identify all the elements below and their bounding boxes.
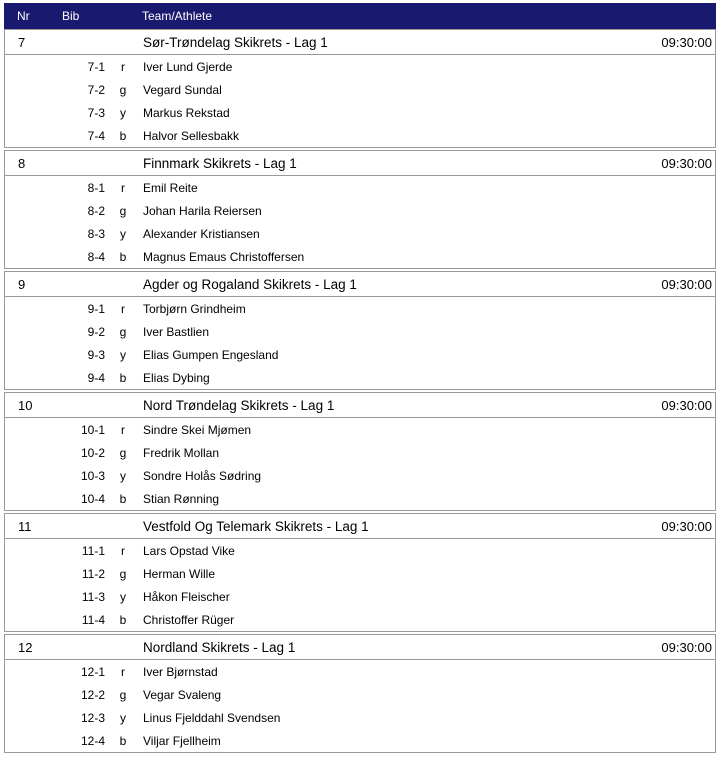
leg-color-code: g [119, 566, 127, 581]
athlete-row [5, 464, 715, 487]
athlete-bib: 7-2 [87, 82, 105, 97]
athlete-bib: 8-4 [87, 249, 105, 264]
table-header [4, 3, 716, 29]
athlete-name: Viljar Fjellheim [143, 733, 221, 748]
athlete-bib: 10-2 [80, 445, 105, 460]
athlete-bib: 10-4 [80, 491, 105, 506]
leg-color-code: g [119, 324, 127, 339]
athlete-bib: 10-1 [80, 422, 105, 437]
athlete-name: Torbjørn Grindheim [143, 301, 246, 316]
start-time: 09:30:00 [661, 34, 712, 50]
athlete-bib: 8-2 [87, 203, 105, 218]
athlete-row [5, 729, 715, 752]
start-time: 09:30:00 [661, 397, 712, 413]
athlete-row [5, 55, 715, 78]
athlete-name: Sindre Skei Mjømen [143, 422, 252, 437]
start-list-table [4, 3, 716, 753]
athlete-row [5, 441, 715, 464]
leg-color-code: b [119, 370, 127, 385]
athlete-bib: 12-2 [80, 687, 105, 702]
athlete-name: Iver Lund Gjerde [143, 59, 233, 74]
team-name: Agder og Rogaland Skikrets - Lag 1 [143, 276, 357, 292]
team-sections [4, 29, 716, 753]
team-section [4, 634, 716, 753]
athlete-name: Halvor Sellesbakk [143, 128, 240, 143]
leg-color-code: g [119, 445, 127, 460]
leg-color-code: y [120, 347, 126, 362]
team-row [5, 635, 715, 660]
athlete-name: Sondre Holås Sødring [143, 468, 262, 483]
leg-color-code: y [120, 226, 126, 241]
start-time: 09:30:00 [661, 276, 712, 292]
athlete-bib: 7-1 [87, 59, 105, 74]
team-number: 9 [18, 276, 26, 292]
team-row [5, 514, 715, 539]
athlete-bib: 9-3 [87, 347, 105, 362]
athlete-bib: 9-2 [87, 324, 105, 339]
athlete-name: Emil Reite [143, 180, 198, 195]
column-header-team-athlete: Team/Athlete [142, 9, 213, 23]
athlete-bib: 9-4 [87, 370, 105, 385]
start-time: 09:30:00 [661, 639, 712, 655]
team-section [4, 513, 716, 632]
athlete-row [5, 487, 715, 510]
athlete-bib: 9-1 [87, 301, 105, 316]
athlete-bib: 12-4 [80, 733, 105, 748]
team-name: Finnmark Skikrets - Lag 1 [143, 155, 297, 171]
athlete-bib: 7-4 [87, 128, 105, 143]
team-number: 7 [18, 34, 26, 50]
athlete-row [5, 539, 715, 562]
athlete-name: Elias Gumpen Engesland [143, 347, 279, 362]
leg-color-code: b [119, 612, 127, 627]
athlete-name: Linus Fjelddahl Svendsen [143, 710, 281, 725]
leg-color-code: r [121, 180, 125, 195]
athlete-bib: 11-3 [81, 589, 105, 604]
team-number: 11 [18, 518, 32, 534]
leg-color-code: r [121, 543, 125, 558]
athlete-row [5, 320, 715, 343]
athlete-bib: 11-2 [81, 566, 105, 581]
athlete-name: Markus Rekstad [143, 105, 230, 120]
team-name: Vestfold Og Telemark Skikrets - Lag 1 [143, 518, 369, 534]
athlete-list [5, 418, 715, 510]
athlete-bib: 11-4 [81, 612, 105, 627]
leg-color-code: y [120, 589, 126, 604]
athlete-name: Fredrik Mollan [143, 445, 220, 460]
leg-color-code: g [119, 203, 127, 218]
leg-color-code: y [120, 468, 126, 483]
athlete-name: Vegar Svaleng [143, 687, 222, 702]
athlete-list [5, 539, 715, 631]
leg-color-code: y [120, 710, 126, 725]
athlete-list [5, 660, 715, 752]
leg-color-code: r [121, 59, 125, 74]
team-number: 10 [18, 397, 33, 413]
column-header-nr: Nr [17, 9, 30, 23]
athlete-bib: 8-1 [87, 180, 105, 195]
athlete-row [5, 343, 715, 366]
athlete-row [5, 366, 715, 389]
team-name: Nordland Skikrets - Lag 1 [143, 639, 296, 655]
athlete-row [5, 297, 715, 320]
athlete-name: Magnus Emaus Christoffersen [143, 249, 305, 264]
team-row [5, 30, 715, 55]
team-number: 8 [18, 155, 26, 171]
leg-color-code: g [119, 687, 127, 702]
athlete-bib: 10-3 [80, 468, 105, 483]
start-time: 09:30:00 [661, 518, 712, 534]
leg-color-code: b [119, 128, 127, 143]
leg-color-code: r [121, 422, 125, 437]
team-section [4, 392, 716, 511]
athlete-row [5, 222, 715, 245]
athlete-name: Iver Bastlien [143, 324, 210, 339]
athlete-name: Iver Bjørnstad [143, 664, 218, 679]
athlete-name: Alexander Kristiansen [143, 226, 260, 241]
athlete-row [5, 660, 715, 683]
team-row [5, 272, 715, 297]
athlete-name: Håkon Fleischer [143, 589, 230, 604]
athlete-bib: 11-1 [81, 543, 105, 558]
athlete-row [5, 562, 715, 585]
athlete-name: Stian Rønning [143, 491, 220, 506]
team-section [4, 29, 716, 148]
leg-color-code: b [119, 249, 127, 264]
athlete-name: Herman Wille [143, 566, 216, 581]
athlete-bib: 8-3 [87, 226, 105, 241]
athlete-bib: 12-3 [80, 710, 105, 725]
team-section [4, 271, 716, 390]
athlete-row [5, 683, 715, 706]
athlete-row [5, 78, 715, 101]
athlete-name: Vegard Sundal [143, 82, 222, 97]
athlete-row [5, 245, 715, 268]
team-number: 12 [18, 639, 33, 655]
athlete-list [5, 297, 715, 389]
leg-color-code: r [121, 301, 125, 316]
athlete-name: Lars Opstad Vike [143, 543, 235, 558]
athlete-list [5, 55, 715, 147]
athlete-row [5, 608, 715, 631]
leg-color-code: b [119, 491, 127, 506]
athlete-name: Johan Harila Reiersen [143, 203, 262, 218]
athlete-list [5, 176, 715, 268]
athlete-row [5, 176, 715, 199]
athlete-bib: 7-3 [87, 105, 105, 120]
team-name: Sør-Trøndelag Skikrets - Lag 1 [143, 34, 328, 50]
leg-color-code: y [120, 105, 126, 120]
leg-color-code: b [119, 733, 127, 748]
column-header-bib: Bib [62, 9, 80, 23]
athlete-row [5, 706, 715, 729]
athlete-name: Elias Dybing [143, 370, 210, 385]
athlete-row [5, 124, 715, 147]
athlete-name: Christoffer Rüger [143, 612, 235, 627]
athlete-row [5, 418, 715, 441]
team-section [4, 150, 716, 269]
leg-color-code: g [119, 82, 127, 97]
athlete-bib: 12-1 [80, 664, 105, 679]
team-row [5, 393, 715, 418]
athlete-row [5, 585, 715, 608]
start-time: 09:30:00 [661, 155, 712, 171]
team-name: Nord Trøndelag Skikrets - Lag 1 [143, 397, 335, 413]
athlete-row [5, 199, 715, 222]
leg-color-code: r [121, 664, 125, 679]
team-row [5, 151, 715, 176]
athlete-row [5, 101, 715, 124]
